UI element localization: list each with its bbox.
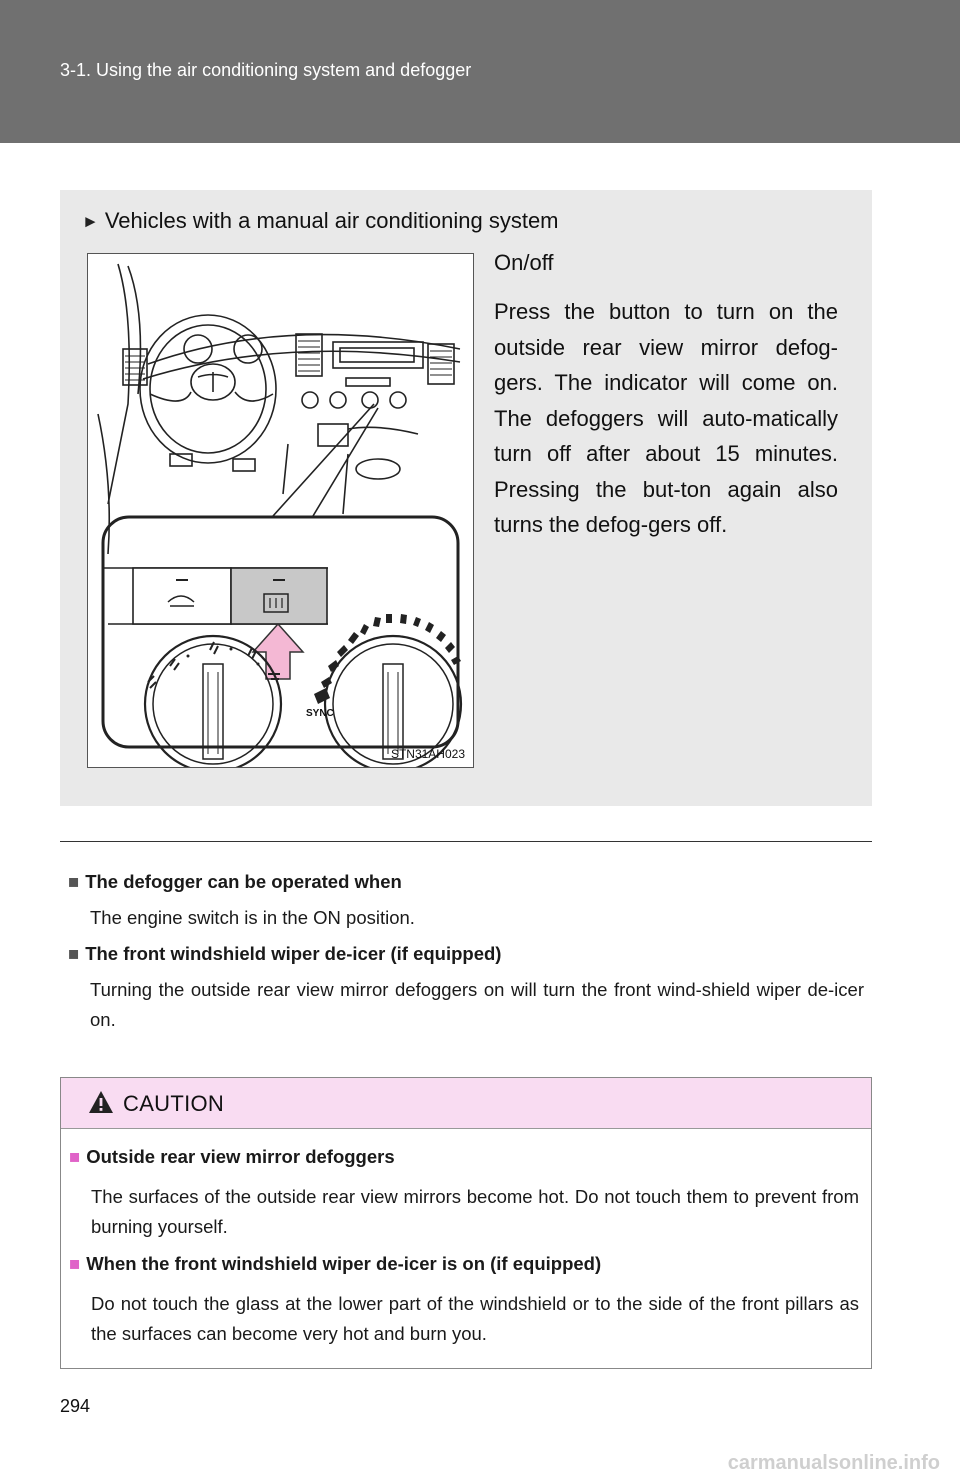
watermark: carmanualsonline.info	[727, 1452, 940, 1474]
caution-item	[69, 1146, 859, 1242]
panel-heading-text: Vehicles with a manual air conditioning system	[104, 208, 559, 233]
sync-label: SYNC	[306, 708, 334, 719]
item-title: On/off	[494, 250, 554, 275]
caution-item-title: Outside rear view mirror defoggers	[86, 1146, 395, 1167]
warning-triangle-icon	[88, 1090, 114, 1114]
caution-item	[69, 1253, 859, 1349]
note-body: Turning the outside rear view mirror defoggers on will turn the front wind-shield wiper de-icer on.	[90, 979, 864, 1030]
caution-item-body: The surfaces of the outside rear view mirrors become hot. Do not touch them to prevent from burning yourself.	[91, 1186, 859, 1237]
note-body: The engine switch is in the ON position.	[90, 907, 415, 928]
caution-item-body: Do not touch the glass at the lower part of the windshield or to the side of the front pillars as the surfaces can become very hot and burn you.	[91, 1293, 859, 1344]
dashboard-drawing	[88, 254, 473, 767]
caution-title: CAUTION	[123, 1091, 225, 1116]
caution-box	[60, 1077, 872, 1369]
square-bullet-icon: ■	[69, 1146, 81, 1167]
note-title: The front windshield wiper de-icer (if equipped)	[85, 943, 502, 964]
note-item	[68, 943, 864, 1035]
square-bullet-icon: ■	[68, 871, 80, 892]
square-bullet-icon: ■	[68, 943, 80, 964]
caution-item-title: When the front windshield wiper de-icer is on (if equipped)	[86, 1253, 602, 1274]
section-divider	[60, 841, 872, 842]
figure-panel	[60, 190, 872, 806]
note-title: The defogger can be operated when	[85, 871, 402, 892]
item-description: Press the button to turn on the outside rear view mirror defog-gers. The indicator will come on. The defoggers will auto-matically turn off after about 15 minutes. Pressing the but-ton again also turns the defog-gers off.	[494, 299, 838, 537]
panel-heading	[82, 208, 559, 234]
section-title: 3-1. Using the air conditioning system and defogger	[60, 60, 472, 80]
page-header	[0, 0, 960, 143]
square-bullet-icon: ■	[69, 1253, 81, 1274]
caution-header	[61, 1078, 871, 1129]
triangle-pointer-icon: ►	[82, 212, 99, 231]
page-number: 294	[60, 1396, 91, 1416]
note-item	[68, 871, 864, 933]
figure-code: STN31AH023	[390, 747, 465, 761]
dashboard-illustration	[87, 253, 474, 768]
